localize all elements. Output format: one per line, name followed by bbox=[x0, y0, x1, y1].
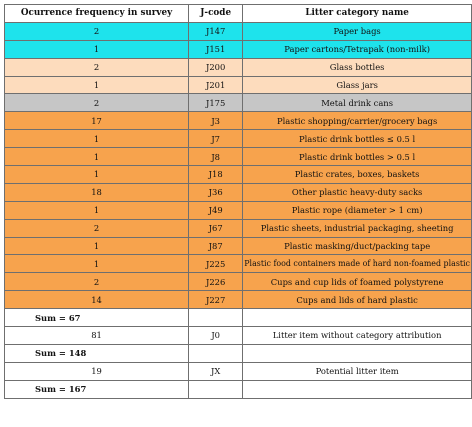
table-row bbox=[5, 201, 472, 219]
jcode-cell: J200 bbox=[189, 58, 243, 76]
jcode-cell: J7 bbox=[189, 130, 243, 148]
sum-cell: Sum = 167 bbox=[5, 380, 189, 398]
table-row bbox=[5, 166, 472, 184]
category-name-cell: Plastic drink bottles ≤ 0.5 l bbox=[243, 130, 472, 148]
category-name-cell: Paper cartons/Tetrapak (non-milk) bbox=[243, 40, 472, 58]
table-row bbox=[5, 58, 472, 76]
category-name-cell: Metal drink cans bbox=[243, 94, 472, 112]
frequency-cell: 1 bbox=[5, 40, 189, 58]
jcode-cell: J147 bbox=[189, 22, 243, 40]
frequency-cell: 2 bbox=[5, 58, 189, 76]
frequency-cell: 14 bbox=[5, 291, 189, 309]
empty-cell bbox=[189, 380, 243, 398]
frequency-cell: 2 bbox=[5, 94, 189, 112]
table-row bbox=[5, 22, 472, 40]
table-row bbox=[5, 362, 472, 380]
category-name-cell: Plastic crates, boxes, baskets bbox=[243, 166, 472, 184]
category-name-cell: Cups and lids of hard plastic bbox=[243, 291, 472, 309]
jcode-cell: J3 bbox=[189, 112, 243, 130]
frequency-cell: 19 bbox=[5, 362, 189, 380]
frequency-cell: 1 bbox=[5, 148, 189, 166]
jcode-cell: JX bbox=[189, 362, 243, 380]
category-name-cell: Plastic shopping/carrier/grocery bags bbox=[243, 112, 472, 130]
sum-cell: Sum = 148 bbox=[5, 344, 189, 362]
table-row bbox=[5, 237, 472, 255]
jcode-cell: J225 bbox=[189, 255, 243, 273]
table-row bbox=[5, 94, 472, 112]
category-name-cell: Potential litter item bbox=[243, 362, 472, 380]
category-name-cell: Glass jars bbox=[243, 76, 472, 94]
table-row bbox=[5, 291, 472, 309]
category-name-cell: Paper bags bbox=[243, 22, 472, 40]
header-frequency: Ocurrence frequency in survey bbox=[5, 5, 189, 23]
litter-table-container bbox=[4, 4, 472, 399]
frequency-cell: 81 bbox=[5, 327, 189, 345]
jcode-cell: J36 bbox=[189, 183, 243, 201]
category-name-cell: Cups and cup lids of foamed polystyrene bbox=[243, 273, 472, 291]
empty-cell bbox=[243, 380, 472, 398]
jcode-cell: J175 bbox=[189, 94, 243, 112]
sum-row bbox=[5, 309, 472, 327]
category-name-cell: Plastic masking/duct/packing tape bbox=[243, 237, 472, 255]
frequency-cell: 18 bbox=[5, 183, 189, 201]
category-name-cell: Plastic sheets, industrial packaging, sheeting bbox=[243, 219, 472, 237]
empty-cell bbox=[243, 344, 472, 362]
table-row bbox=[5, 76, 472, 94]
category-name-cell: Glass bottles bbox=[243, 58, 472, 76]
empty-cell bbox=[189, 344, 243, 362]
empty-cell bbox=[189, 309, 243, 327]
table-row bbox=[5, 327, 472, 345]
table-row bbox=[5, 130, 472, 148]
jcode-cell: J87 bbox=[189, 237, 243, 255]
jcode-cell: J49 bbox=[189, 201, 243, 219]
jcode-cell: J227 bbox=[189, 291, 243, 309]
table-row bbox=[5, 112, 472, 130]
frequency-cell: 1 bbox=[5, 201, 189, 219]
table-row bbox=[5, 148, 472, 166]
header-row bbox=[5, 5, 472, 23]
table-row bbox=[5, 255, 472, 273]
empty-cell bbox=[243, 309, 472, 327]
jcode-cell: J201 bbox=[189, 76, 243, 94]
table-row bbox=[5, 219, 472, 237]
table-row bbox=[5, 40, 472, 58]
sum-row bbox=[5, 380, 472, 398]
frequency-cell: 1 bbox=[5, 76, 189, 94]
frequency-cell: 1 bbox=[5, 130, 189, 148]
category-name-cell: Plastic drink bottles > 0.5 l bbox=[243, 148, 472, 166]
header-category-name: Litter category name bbox=[243, 5, 472, 23]
table-row bbox=[5, 183, 472, 201]
sum-row bbox=[5, 344, 472, 362]
frequency-cell: 2 bbox=[5, 273, 189, 291]
frequency-cell: 1 bbox=[5, 166, 189, 184]
jcode-cell: J0 bbox=[189, 327, 243, 345]
jcode-cell: J8 bbox=[189, 148, 243, 166]
frequency-cell: 1 bbox=[5, 255, 189, 273]
jcode-cell: J151 bbox=[189, 40, 243, 58]
category-name-cell: Plastic rope (diameter > 1 cm) bbox=[243, 201, 472, 219]
header-jcode: J-code bbox=[189, 5, 243, 23]
jcode-cell: J226 bbox=[189, 273, 243, 291]
jcode-cell: J18 bbox=[189, 166, 243, 184]
sum-cell: Sum = 67 bbox=[5, 309, 189, 327]
category-name-cell: Other plastic heavy-duty sacks bbox=[243, 183, 472, 201]
frequency-cell: 2 bbox=[5, 219, 189, 237]
frequency-cell: 2 bbox=[5, 22, 189, 40]
frequency-cell: 17 bbox=[5, 112, 189, 130]
category-name-cell: Litter item without category attribution bbox=[243, 327, 472, 345]
frequency-cell: 1 bbox=[5, 237, 189, 255]
litter-category-table bbox=[4, 4, 472, 399]
table-row bbox=[5, 273, 472, 291]
category-name-cell: Plastic food containers made of hard non-foamed plastic bbox=[243, 255, 472, 273]
jcode-cell: J67 bbox=[189, 219, 243, 237]
